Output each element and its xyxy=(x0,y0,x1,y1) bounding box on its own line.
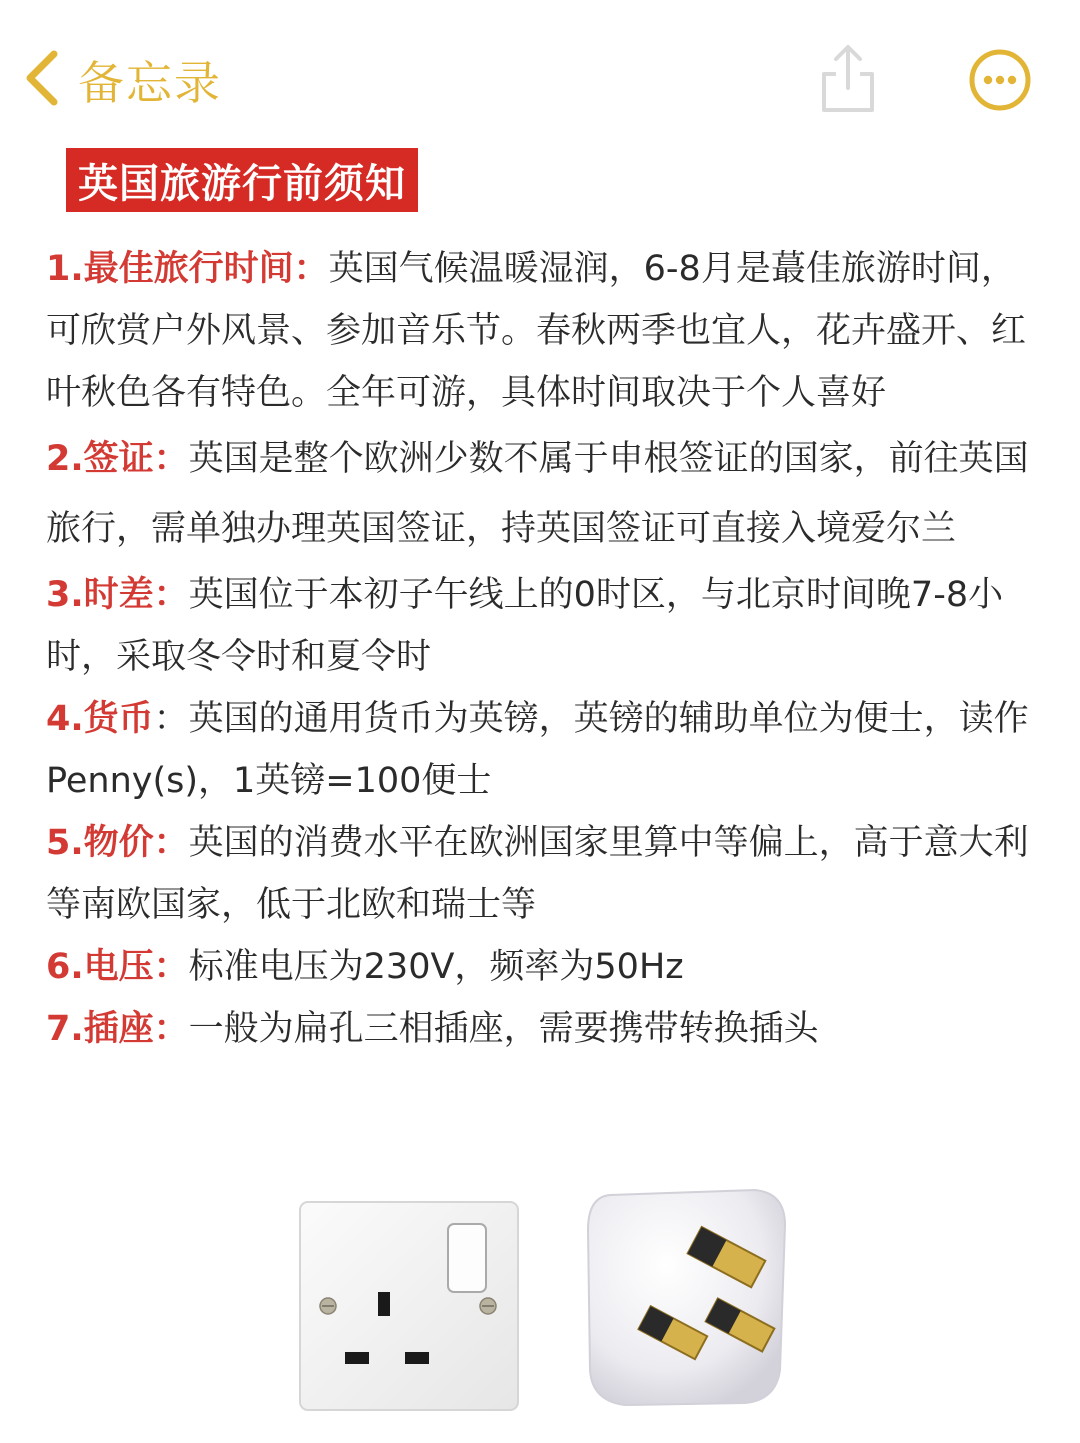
item-text: ：英国的通用货币为英镑，英镑的辅助单位为便士，读作Penny(s)，1英镑=100便士 xyxy=(46,699,1029,801)
back-button[interactable] xyxy=(20,45,222,115)
note-body xyxy=(46,238,1036,1060)
share-button[interactable] xyxy=(818,42,878,114)
uk-wall-socket-image xyxy=(298,1200,520,1412)
back-label: 备忘录 xyxy=(78,56,222,110)
page-title: 英国旅游行前须知 xyxy=(78,160,406,207)
item-label: 5.物价： xyxy=(46,823,189,863)
item-label: 1.最佳旅行时间： xyxy=(46,249,329,289)
note-item xyxy=(46,424,1036,564)
item-label: 2.签证： xyxy=(46,439,189,479)
note-item xyxy=(46,936,1036,998)
item-label: 4.货币 xyxy=(46,699,154,739)
note-item xyxy=(46,564,1036,688)
item-label: 6.电压： xyxy=(46,947,189,987)
item-text: 英国的消费水平在欧洲国家里算中等偏上，高于意大利等南欧国家，低于北欧和瑞士等 xyxy=(46,823,1029,925)
chevron-left-icon xyxy=(20,48,64,112)
item-text: 一般为扁孔三相插座，需要携带转换插头 xyxy=(188,1009,819,1049)
note-item xyxy=(46,812,1036,936)
item-text: 标准电压为230V，频率为50Hz xyxy=(188,947,684,987)
nav-bar xyxy=(0,0,1080,150)
more-button[interactable] xyxy=(968,48,1032,112)
note-item xyxy=(46,688,1036,812)
item-label: 7.插座： xyxy=(46,1009,189,1049)
title-banner xyxy=(66,148,418,212)
share-icon xyxy=(818,42,878,114)
more-icon xyxy=(968,48,1032,112)
uk-adapter-plug-image xyxy=(580,1185,790,1410)
note-item xyxy=(46,998,1036,1060)
item-text: 英国是整个欧洲少数不属于申根签证的国家，前往英国旅行，需单独办理英国签证，持英国签证可直接入境爱尔兰 xyxy=(46,439,1029,549)
note-item xyxy=(46,238,1036,424)
plug-photos xyxy=(0,1185,1080,1443)
item-text: 英国位于本初子午线上的0时区，与北京时间晚7-8小时，采取冬令时和夏令时 xyxy=(46,575,1004,677)
item-label: 3.时差： xyxy=(46,575,189,615)
item-text: 英国气候温暖湿润，6-8月是蕞佳旅游时间，可欣赏户外风景、参加音乐节。春秋两季也宜人，花卉盛开、红叶秋色各有特色。全年可游，具体时间取决于个人喜好 xyxy=(46,249,1027,413)
